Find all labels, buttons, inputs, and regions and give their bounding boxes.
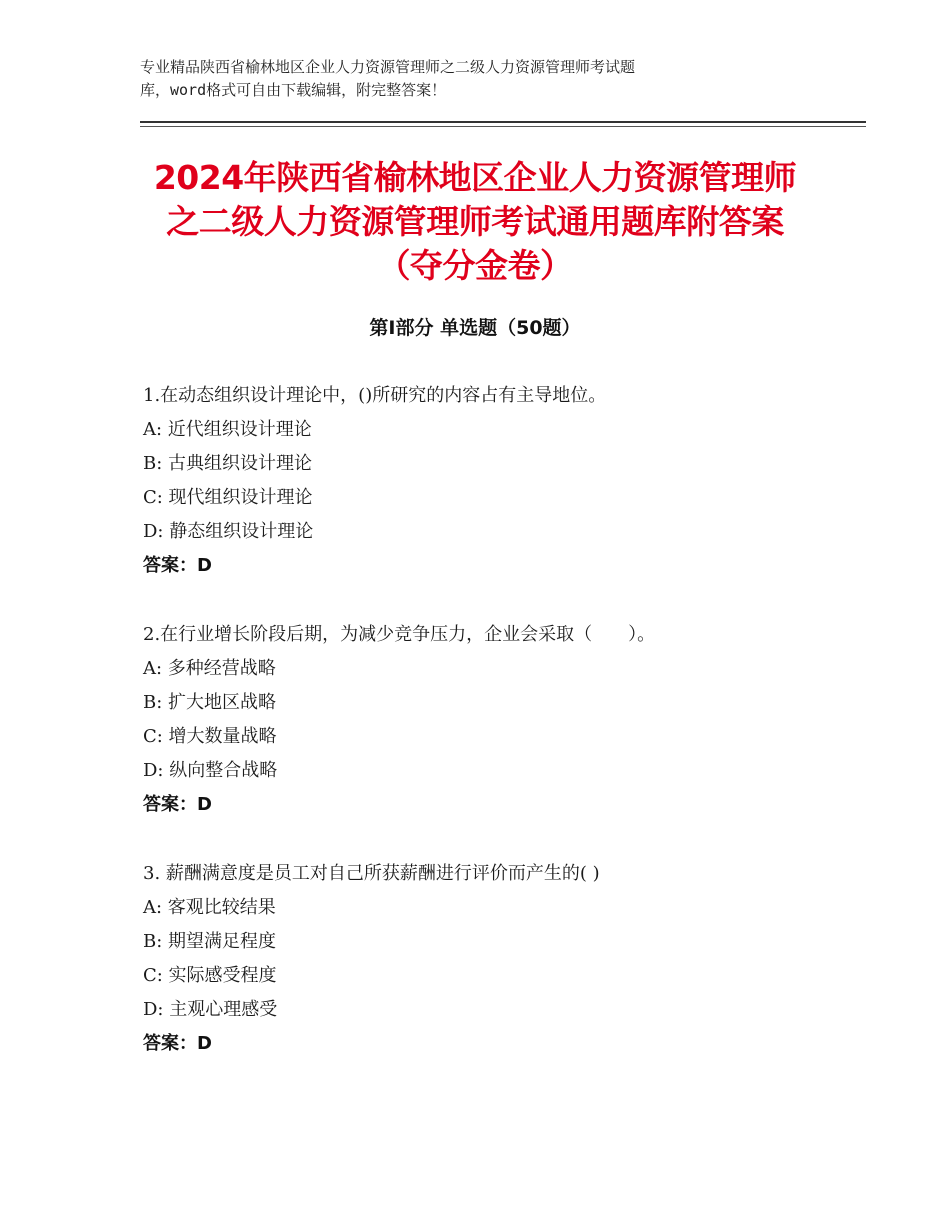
option-b: B: 扩大地区战略 (143, 692, 277, 713)
answer-label: 答案：D (143, 1033, 212, 1054)
answer-label: 答案：D (143, 794, 212, 815)
option-c: C: 实际感受程度 (143, 965, 277, 986)
header-divider-thick (140, 121, 866, 123)
section-heading: 第Ⅰ部分 单选题（50题） (369, 317, 581, 339)
option-a: A: 客观比较结果 (143, 897, 276, 918)
question-stem: 2.在行业增长阶段后期，为减少竞争压力，企业会采取（ ）。 (143, 624, 656, 645)
header-divider-thin (140, 126, 866, 127)
option-b: B: 期望满足程度 (143, 931, 277, 952)
answer-label: 答案：D (143, 555, 212, 576)
option-a: A: 近代组织设计理论 (143, 419, 312, 440)
document-header-note (140, 56, 800, 102)
question-1 (143, 379, 863, 583)
question-3 (143, 857, 863, 1061)
option-c: C: 增大数量战略 (143, 726, 277, 747)
question-stem: 1.在动态组织设计理论中，()所研究的内容占有主导地位。 (143, 385, 607, 406)
title-line-1: 2024年陕西省榆林地区企业人力资源管理师 (153, 158, 797, 197)
title-line-2: 之二级人力资源管理师考试通用题库附答案 (166, 202, 784, 241)
question-stem: 3. 薪酬满意度是员工对自己所获薪酬进行评价而产生的( ) (143, 863, 600, 884)
header-note-line-2: 库，word格式可自由下载编辑，附完整答案！ (140, 81, 447, 99)
option-d: D: 静态组织设计理论 (143, 521, 314, 542)
header-note-line-1: 专业精品陕西省榆林地区企业人力资源管理师之二级人力资源管理师考试题 (140, 58, 636, 76)
option-b: B: 古典组织设计理论 (143, 453, 313, 474)
option-c: C: 现代组织设计理论 (143, 487, 313, 508)
title-line-3: （夺分金卷） (377, 246, 573, 285)
option-d: D: 主观心理感受 (143, 999, 278, 1020)
option-d: D: 纵向整合战略 (143, 760, 278, 781)
question-2 (143, 618, 863, 822)
document-title (100, 156, 850, 288)
option-a: A: 多种经营战略 (143, 658, 276, 679)
